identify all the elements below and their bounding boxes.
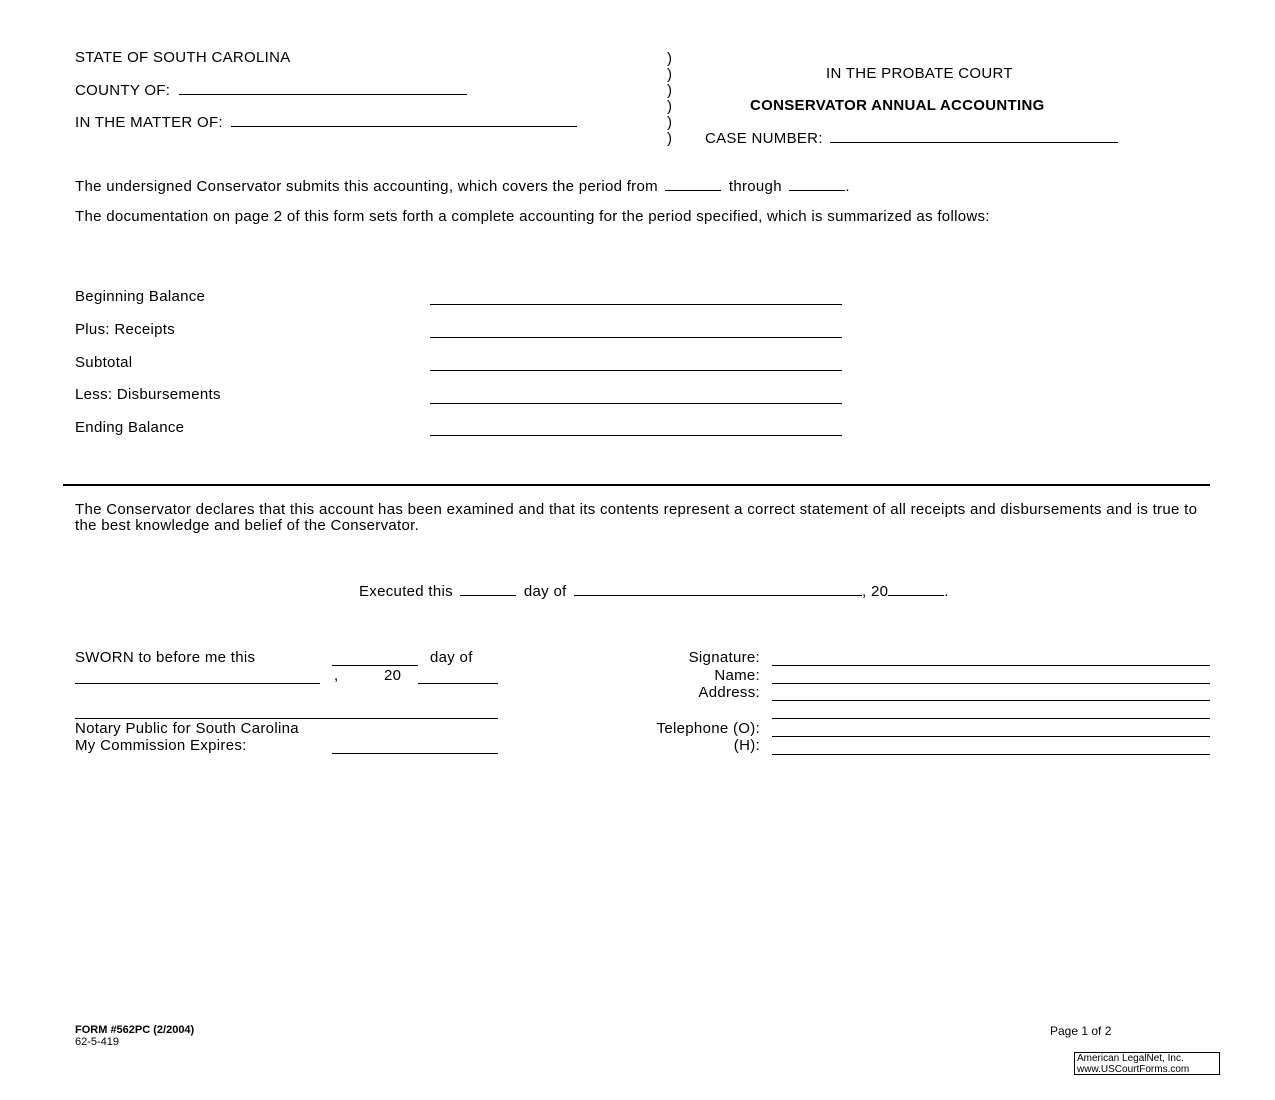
form-title: CONSERVATOR ANNUAL ACCOUNTING <box>750 97 1045 114</box>
executed-day-field[interactable] <box>460 582 516 596</box>
summary-field-ending[interactable] <box>430 435 842 436</box>
signature-label: Signature: <box>688 649 760 666</box>
county-label: COUNTY OF: <box>75 82 171 99</box>
name-label: Name: <box>714 667 760 684</box>
matter-label: IN THE MATTER OF: <box>75 114 223 131</box>
telephone-office-field[interactable] <box>772 736 1210 737</box>
county-field[interactable] <box>179 81 467 95</box>
address-field-2[interactable] <box>772 718 1210 719</box>
sworn-day-field[interactable] <box>332 665 418 666</box>
court-name: IN THE PROBATE COURT <box>826 65 1013 82</box>
address-field-1[interactable] <box>772 700 1210 701</box>
period-sentence <box>75 177 850 195</box>
sworn-month-field[interactable] <box>75 683 320 684</box>
period-through: through <box>728 178 782 195</box>
summary-field-disbursements[interactable] <box>430 403 842 404</box>
executed-prefix: Executed this <box>359 583 453 600</box>
page-number: Page 1 of 2 <box>1050 1024 1112 1038</box>
notary-public-label: Notary Public for South Carolina <box>75 720 299 737</box>
caption-paren-2: ) <box>667 66 673 83</box>
publisher-name: American LegalNet, Inc. <box>1077 1053 1184 1064</box>
period-end-field[interactable] <box>789 177 845 191</box>
name-field[interactable] <box>772 683 1210 684</box>
executed-year-prefix: , 20 <box>862 583 889 600</box>
telephone-office-label: Telephone (O): <box>656 720 760 737</box>
summary-label-receipts: Plus: Receipts <box>75 321 176 338</box>
sworn-year-prefix: 20 <box>384 667 402 684</box>
caption-paren-3: ) <box>667 82 673 99</box>
commission-field[interactable] <box>332 753 498 754</box>
executed-dayof: day of <box>523 583 567 600</box>
case-number-field[interactable] <box>830 129 1118 143</box>
sworn-comma: , <box>334 667 339 684</box>
executed-row <box>359 582 949 600</box>
section-divider <box>63 484 1210 486</box>
period-start-field[interactable] <box>665 177 721 191</box>
case-number-label: CASE NUMBER: <box>705 130 823 147</box>
documentation-text: The documentation on page 2 of this form sets forth a complete accounting for the period specified, which is summarized as follows: <box>75 208 990 225</box>
sworn-day-of: day of <box>430 649 473 666</box>
summary-label-ending: Ending Balance <box>75 419 185 436</box>
period-end-punct: . <box>845 178 850 195</box>
matter-row <box>75 113 577 131</box>
summary-label-subtotal: Subtotal <box>75 354 133 371</box>
executed-end: . <box>944 583 949 600</box>
signature-field[interactable] <box>772 665 1210 666</box>
executed-month-field[interactable] <box>574 582 862 596</box>
caption-paren-4: ) <box>667 98 673 115</box>
summary-label-disbursements: Less: Disbursements <box>75 386 221 403</box>
summary-field-receipts[interactable] <box>430 337 842 338</box>
state-label: STATE OF SOUTH CAROLINA <box>75 49 291 66</box>
sworn-label: SWORN to before me this <box>75 649 256 666</box>
telephone-home-field[interactable] <box>772 754 1210 755</box>
executed-year-field[interactable] <box>888 582 944 596</box>
summary-field-subtotal[interactable] <box>430 370 842 371</box>
sworn-year-field[interactable] <box>418 683 498 684</box>
statute-number: 62-5-419 <box>75 1036 120 1048</box>
caption-paren-1: ) <box>667 50 673 67</box>
county-row <box>75 81 467 99</box>
publisher-box <box>1074 1052 1220 1075</box>
telephone-home-label: (H): <box>733 737 760 754</box>
period-prefix: The undersigned Conservator submits this accounting, which covers the period from <box>75 178 658 195</box>
address-label: Address: <box>698 684 760 701</box>
publisher-url[interactable]: www.USCourtForms.com <box>1077 1064 1190 1075</box>
declaration-text: The Conservator declares that this account has been examined and that its contents represent a correct statement of all receipts and disbursements and is true to the best knowledge and belief of the Conservator. <box>75 501 1198 534</box>
case-number-row <box>705 129 1118 147</box>
caption-paren-6: ) <box>667 130 673 147</box>
form-number: FORM #562PC (2/2004) <box>75 1024 195 1036</box>
commission-label: My Commission Expires: <box>75 737 247 754</box>
caption-paren-5: ) <box>667 114 673 131</box>
matter-field[interactable] <box>231 113 577 127</box>
notary-signature-line[interactable] <box>75 718 498 719</box>
summary-label-beginning: Beginning Balance <box>75 288 206 305</box>
summary-field-beginning[interactable] <box>430 304 842 305</box>
